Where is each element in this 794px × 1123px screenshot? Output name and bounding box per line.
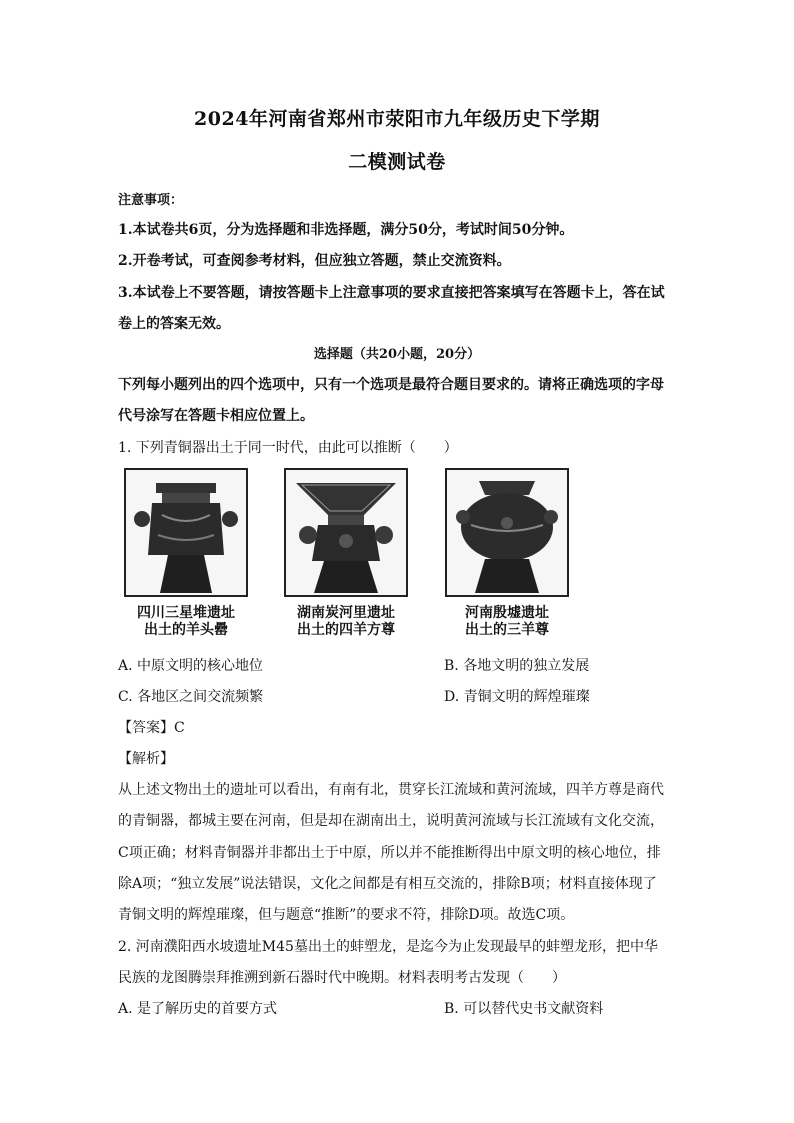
q1-analysis-line-1: 从上述文物出土的遗址可以看出，有南有北，贯穿长江流域和黄河流域，四羊方尊是商代 — [118, 782, 664, 798]
exam-title-line1: 2024年河南省郑州市荥阳市九年级历史下学期 — [194, 108, 600, 130]
q1-figure-1-caption — [124, 605, 248, 639]
q1-figure-2-caption — [284, 605, 408, 639]
exam-title-line2: 二模测试卷 — [348, 151, 446, 173]
q1-figure-1 — [124, 468, 264, 639]
bronze-zun-image — [445, 468, 569, 597]
bronze-fangzun-icon — [288, 475, 404, 595]
q2-stem-line-2: 民族的龙图腾崇拜推溯到新石器时代中晚期。材料表明考古发现（ ） — [118, 970, 566, 986]
q1-option-c: C. 各地区之间交流频繁 — [118, 689, 264, 705]
q1-figure-2 — [284, 468, 424, 639]
notice-item-3: 3.本试卷上不要答题，请按答题卡上注意事项的要求直接把答案填写在答题卡上，答在试 — [118, 285, 665, 301]
q1-figure-3-caption — [445, 605, 569, 639]
q1-figure-3-caption-line2: 出土的三羊尊 — [465, 622, 549, 638]
q1-figure-1-caption-line2: 出土的羊头罍 — [144, 622, 228, 638]
section-instruction-2: 代号涂写在答题卡相应位置上。 — [118, 408, 314, 424]
section-instruction-1: 下列每小题列出的四个选项中，只有一个选项是最符合题目要求的。请将正确选项的字母 — [118, 377, 664, 393]
section-heading: 选择题（共20小题，20分） — [313, 347, 481, 362]
q2-option-a: A. 是了解历史的首要方式 — [118, 1001, 278, 1017]
q1-analysis-line-4: 除A项；“独立发展”说法错误，文化之间都是有相互交流的，排除B项；材料直接体现了 — [118, 876, 657, 892]
q1-figure-1-caption-line1: 四川三星堆遗址 — [137, 605, 235, 621]
bronze-fangzun-image — [284, 468, 408, 597]
q1-analysis-heading: 【解析】 — [118, 751, 174, 767]
q1-option-a: A. 中原文明的核心地位 — [118, 658, 264, 674]
q1-option-d: D. 青铜文明的辉煌璀璨 — [444, 689, 590, 705]
q1-answer: 【答案】C — [118, 720, 185, 736]
q1-figure-2-caption-line1: 湖南炭河里遗址 — [297, 605, 395, 621]
q1-analysis-line-5: 青铜文明的辉煌璀璨，但与题意“推断”的要求不符，排除D项。故选C项。 — [118, 907, 575, 923]
q1-option-b: B. 各地文明的独立发展 — [444, 658, 590, 674]
q1-analysis-line-3: C项正确；材料青铜器并非都出土于中原，所以并不能推断得出中原文明的核心地位，排 — [118, 845, 661, 861]
notice-item-1: 1.本试卷共6页，分为选择题和非选择题，满分50分，考试时间50分钟。 — [118, 222, 574, 238]
bronze-zun-icon — [449, 475, 565, 595]
bronze-lei-image — [124, 468, 248, 597]
q1-figure-3-caption-line1: 河南殷墟遗址 — [465, 605, 549, 621]
q1-stem: 1. 下列青铜器出土于同一时代，由此可以推断（ ） — [118, 440, 458, 456]
q1-figure-2-caption-line2: 出土的四羊方尊 — [297, 622, 395, 638]
bronze-lei-icon — [128, 475, 244, 595]
q2-stem-line-1: 2. 河南濮阳西水坡遗址M45墓出土的蚌塑龙，是迄今为止发现最早的蚌塑龙形，把中华 — [118, 939, 658, 955]
q1-analysis-line-2: 的青铜器，都城主要在河南，但是却在湖南出土，说明黄河流域与长江流域有文化交流， — [118, 813, 664, 829]
notice-item-3-cont: 卷上的答案无效。 — [118, 316, 230, 332]
notice-heading: 注意事项： — [118, 193, 184, 208]
notice-item-2: 2.开卷考试，可查阅参考材料，但应独立答题，禁止交流资料。 — [118, 253, 511, 269]
q1-figure-3 — [445, 468, 585, 639]
q2-option-b: B. 可以替代史书文献资料 — [444, 1001, 604, 1017]
